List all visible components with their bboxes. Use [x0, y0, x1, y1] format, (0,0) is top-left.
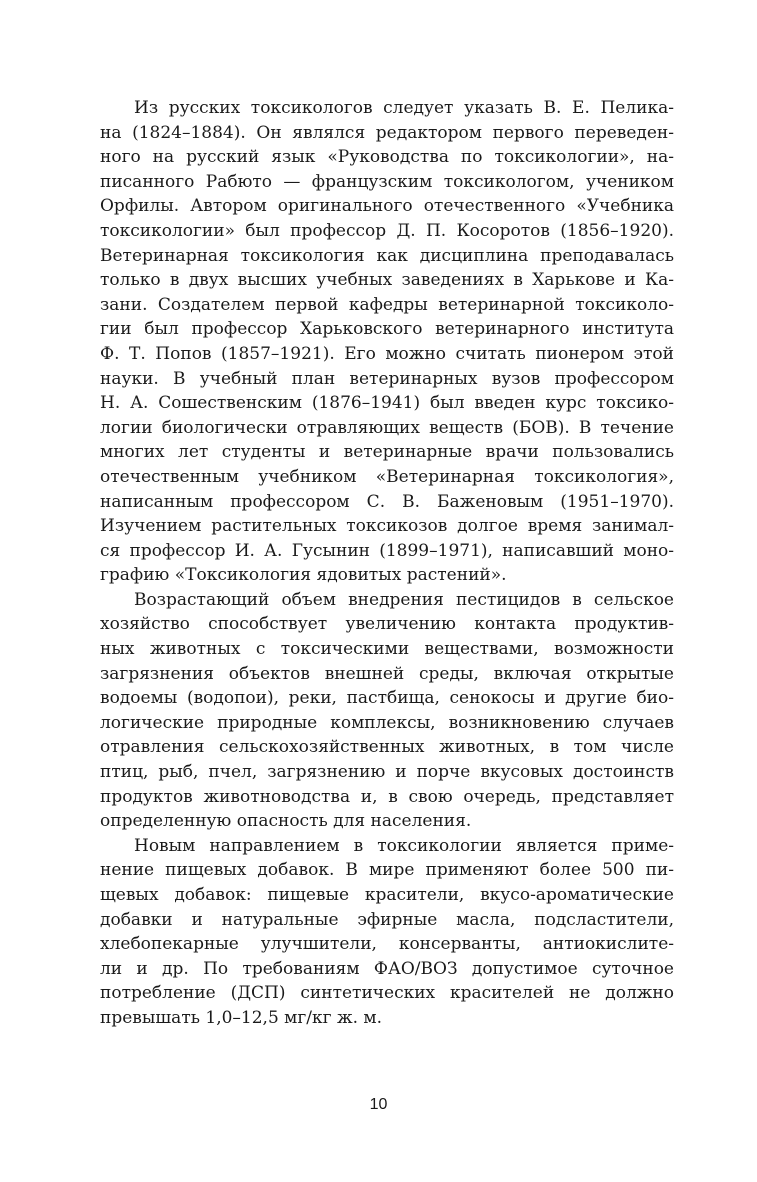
text-line: гии был профессор Харьковского ветеринарного института [100, 319, 674, 340]
page-number: 10 [369, 1096, 388, 1113]
text-line: Изучением растительных токсикозов долгое время занимал- [100, 516, 674, 537]
text-line: только в двух высших учебных заведениях в Харькове и Ка- [100, 270, 674, 291]
text-line: Возрастающий объем внедрения пестицидов в сельское [134, 589, 674, 610]
text-line: добавки и натуральные эфирные масла, подсластители, [100, 909, 674, 930]
text-line: отечественным учебником «Ветеринарная токсикология», [100, 466, 674, 487]
text-line: многих лет студенты и ветеринарные врачи пользовались [100, 442, 674, 463]
text-line: загрязнения объектов внешней среды, включая открытые [100, 663, 674, 684]
text-line: Н. А. Сошественским (1876–1941) был введен курс токсико- [100, 393, 674, 414]
text-line: на (1824–1884). Он являлся редактором первого переведен- [100, 122, 674, 143]
text-line: Новым направлением в токсикологии является приме- [134, 835, 674, 856]
text-line: Ветеринарная токсикология как дисциплина преподавалась [100, 245, 674, 266]
text-line: логические природные комплексы, возникновению случаев [100, 712, 674, 733]
text-line: нение пищевых добавок. В мире применяют более 500 пи- [100, 860, 674, 881]
text-line: отравления сельскохозяйственных животных, в том числе [100, 737, 674, 758]
text-line: науки. В учебный план ветеринарных вузов профессором [100, 368, 674, 389]
paragraph-pesticides [100, 588, 674, 834]
text-line: Из русских токсикологов следует указать В. Е. Пелика- [134, 98, 674, 118]
text-line: Ф. Т. Попов (1857–1921). Его можно считать пионером этой [100, 343, 674, 364]
paragraph-history [100, 96, 674, 588]
text-line: продуктов животноводства и, в свою очередь, представляет [100, 786, 674, 807]
text-line: писанного Рабюто — французским токсикологом, учеником [100, 171, 674, 192]
paragraph-food-additives [100, 834, 674, 1031]
text-line: хозяйство способствует увеличению контакта продуктив- [100, 614, 674, 635]
text-line: потребление (ДСП) синтетических красителей не должно [100, 983, 674, 1004]
text-line: водоемы (водопои), реки, пастбища, сенокосы и другие био- [100, 688, 674, 709]
text-line: ных животных с токсическими веществами, возможности [100, 639, 674, 660]
text-line: ного на русский язык «Руководства по токсикологии», на- [100, 147, 674, 168]
text-line: графию «Токсикология ядовитых растений». [100, 565, 507, 586]
text-line: щевых добавок: пищевые красители, вкусо-ароматические [100, 885, 674, 905]
text-line: определенную опасность для населения. [100, 811, 472, 832]
text-line: токсикологии» был профессор Д. П. Косоротов (1856–1920). [100, 220, 674, 241]
text-line: Орфилы. Автором оригинального отечественного «Учебника [100, 196, 674, 217]
text-line: логии биологически отравляющих веществ (БОВ). В течение [100, 417, 674, 438]
text-line: написанным профессором С. В. Баженовым (1951–1970). [100, 491, 674, 512]
text-line: зани. Создателем первой кафедры ветеринарной токсиколо- [100, 294, 674, 315]
text-line: ся профессор И. А. Гусынин (1899–1971), написавший моно- [100, 540, 674, 561]
text-line: хлебопекарные улучшители, консерванты, антиокислите- [100, 934, 674, 955]
text-line: превышать 1,0–12,5 мг/кг ж. м. [100, 1007, 383, 1028]
text-line: ли и др. По требованиям ФАО/ВОЗ допустимое суточное [100, 958, 674, 979]
body-text [100, 96, 674, 1031]
text-line: птиц, рыб, пчел, загрязнению и порче вкусовых достоинств [100, 762, 674, 783]
